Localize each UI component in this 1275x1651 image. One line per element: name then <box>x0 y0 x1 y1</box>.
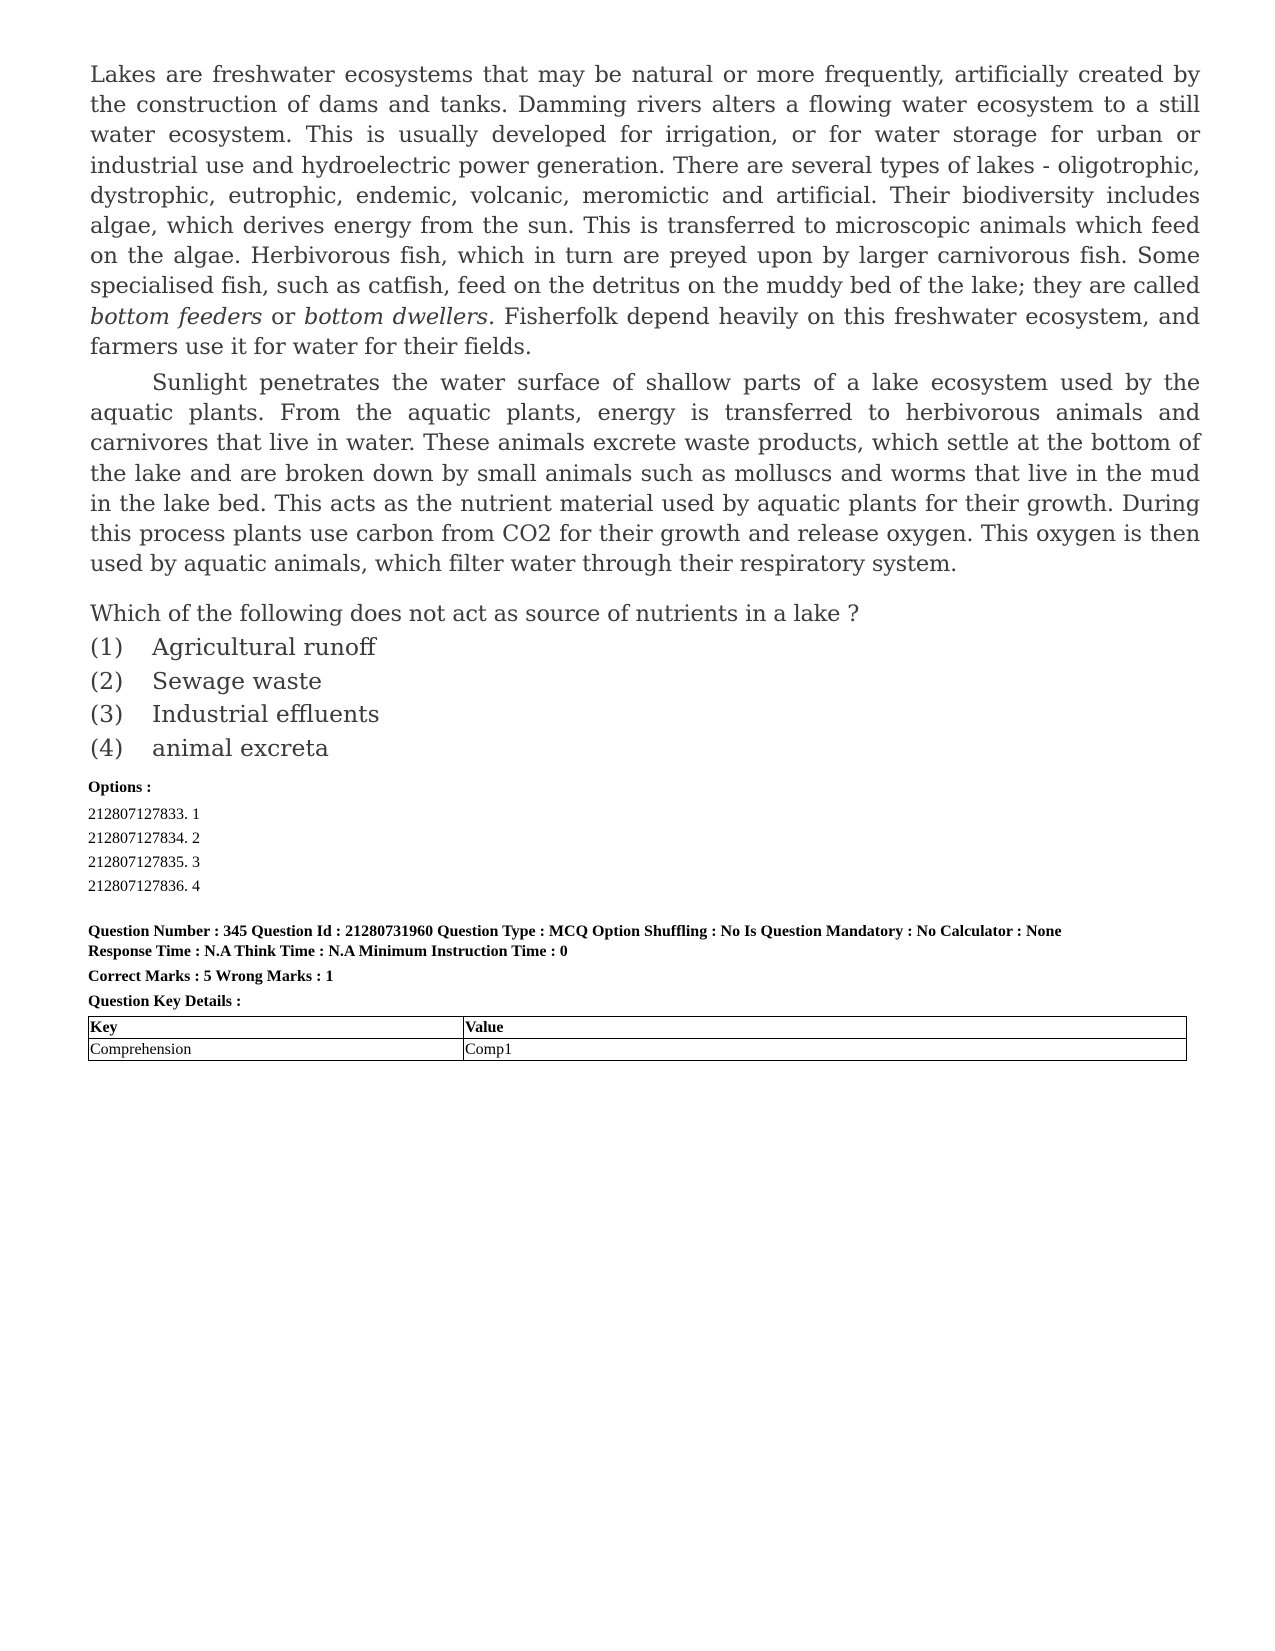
passage-paragraph-2: Sunlight penetrates the water surface of shallow parts of a lake ecosystem used by the aquatic plants. From the aquatic plants, energy is transferred to herbivorous animals and carnivores that live in water. These animals excrete waste products, which settle at the bottom of the lake and are broken down by small animals such as molluscs and worms that live in the mud in the lake bed. This acts as the nutrient material used by aquatic plants for their growth. During this process plants use carbon from CO2 for their growth and release oxygen. This oxygen is then used by aquatic animals, which filter water through their respiratory system. <box>90 370 1200 578</box>
choice-text: animal excreta <box>152 733 329 762</box>
choice-text: Industrial effluents <box>152 700 380 729</box>
passage-paragraph-1 <box>90 60 1200 362</box>
choice-text: Sewage waste <box>152 666 323 695</box>
passage-emphasis: bottom feeders <box>90 303 263 330</box>
choice-number: (4) <box>90 733 124 762</box>
passage-text: Fisherfolk depend heavily on this freshwater ecosystem, and farmers use it for water for their fields. <box>90 303 1200 360</box>
answer-choices <box>90 631 1200 765</box>
marks-info: Correct Marks : 5 Wrong Marks : 1 <box>88 968 334 985</box>
comprehension-passage-image <box>90 60 1200 765</box>
table-header-key: Key <box>89 1017 464 1039</box>
question-metadata <box>88 778 1198 1061</box>
option-item: 212807127833. 1 <box>88 806 200 823</box>
passage-text: Lakes are freshwater ecosystems that may be natural or more frequently, artificially created by the construction of dams and tanks. Damming rivers alters a flowing water ecosystem to a still water ecosystem. This is usually developed for irrigation, or for water storage for urban or industrial use and hydroelectric power generation. There are several types of lakes - oligotrophic, dystrophic, eutrophic, endemic, volcanic, meromictic and artificial. Their biodiversity includes algae, which derives energy from the sun. This is transferred to microscopic animals which feed on the algae. Herbivorous fish, which in turn are preyed upon by larger carnivorous fish. Some specialised fish, such as catfish, feed on the detritus on the muddy bed of the lake; they are called <box>90 62 1200 300</box>
question-info-line-2: Response Time : N.A Think Time : N.A Minimum Instruction Time : 0 <box>88 943 568 960</box>
choice-item <box>90 631 1200 665</box>
options-label: Options : <box>88 779 152 796</box>
table-cell-key: Comprehension <box>89 1039 464 1061</box>
key-details-label: Question Key Details : <box>88 993 242 1010</box>
table-header-value: Value <box>464 1017 1187 1039</box>
question-info <box>88 922 1198 962</box>
choice-item <box>90 732 1200 766</box>
table-header-row <box>89 1017 1187 1039</box>
choice-number: (2) <box>90 666 124 695</box>
options-list <box>88 803 1198 899</box>
table-row <box>89 1039 1187 1061</box>
choice-number: (1) <box>90 633 124 662</box>
passage-emphasis: bottom dwellers. <box>304 303 495 330</box>
option-item: 212807127834. 2 <box>88 830 200 847</box>
passage-text: or <box>262 303 304 330</box>
option-item: 212807127835. 3 <box>88 854 200 871</box>
table-cell-value: Comp1 <box>464 1039 1187 1061</box>
key-details-table <box>88 1016 1187 1061</box>
choice-number: (3) <box>90 700 124 729</box>
choice-text: Agricultural runoff <box>152 633 376 662</box>
option-item: 212807127836. 4 <box>88 878 200 895</box>
choice-item <box>90 665 1200 699</box>
question-text: Which of the following does not act as source of nutrients in a lake ? <box>90 601 860 628</box>
question-info-line-1: Question Number : 345 Question Id : 21280731960 Question Type : MCQ Option Shuffling : No Is Question Mandatory : No Calculator : None <box>88 923 1062 940</box>
choice-item <box>90 698 1200 732</box>
